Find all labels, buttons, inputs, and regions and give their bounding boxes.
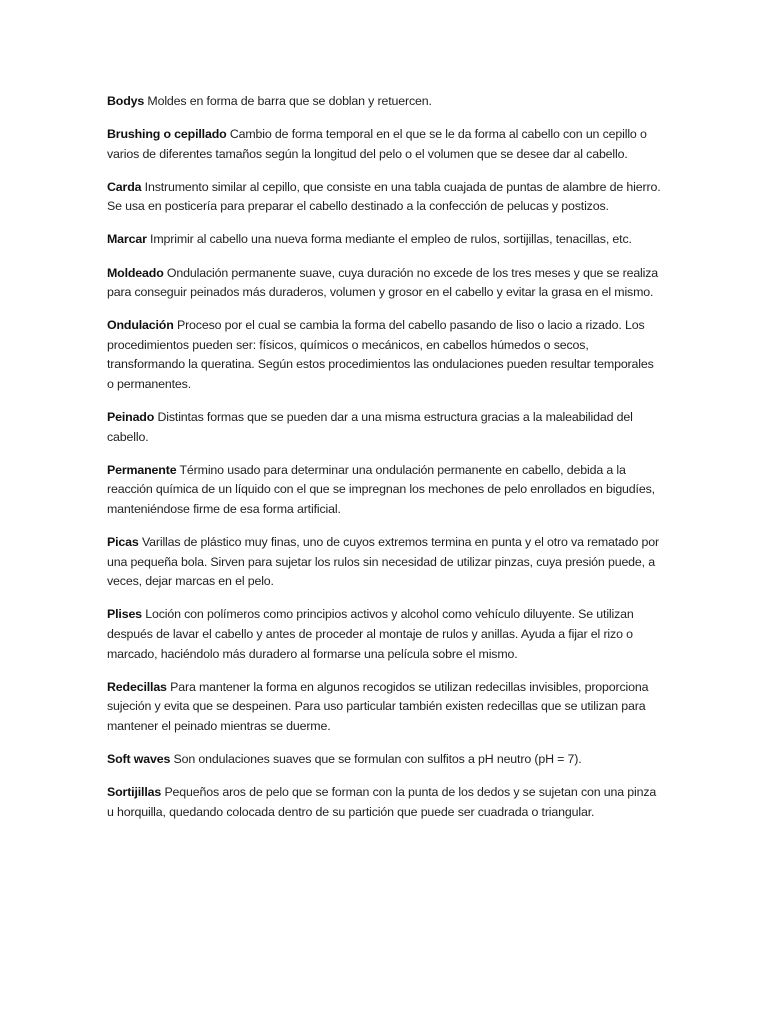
glossary-entry-redecillas [107, 678, 663, 737]
definition: Para mantener la forma en algunos recogidos se utilizan redecillas invisibles, proporciona sujeción y evita que se despeinen. Para uso particular también existen redecillas que se utilizan para mantener el peinado mientras se duerme. [107, 679, 649, 733]
glossary-entry-carda [107, 178, 663, 217]
glossary-entry-permanente [107, 461, 663, 520]
glossary-entry-brushing [107, 125, 663, 164]
term: Permanente [107, 462, 177, 477]
term: Bodys [107, 94, 145, 108]
term: Sortijillas [107, 785, 162, 800]
glossary-entry-ondulacion [107, 316, 663, 394]
glossary-entry-picas [107, 533, 663, 592]
definition: Ondulación permanente suave, cuya duración no excede de los tres meses y que se realiza para conseguir peinados más duraderos, volumen y grosor en el cabello y evitar la grasa en el mismo. [107, 265, 659, 300]
term: Carda [107, 179, 142, 194]
definition: Instrumento similar al cepillo, que consiste en una tabla cuajada de puntas de alambre de hierro. Se usa en posticería para preparar el cabello destinado a la confección de pelucas y postizos. [107, 179, 661, 214]
glossary-entry-bodys [107, 92, 663, 112]
glossary-entry-moldeado [107, 264, 663, 303]
definition: Proceso por el cual se cambia la forma del cabello pasando de liso o lacio a rizado. Los procedimientos pueden ser: físicos, químicos o mecánicos, en cabellos húmedos o secos, transformando la queratina. Según estos procedimientos las ondulaciones pueden resultar temporales o permanentes. [107, 318, 654, 392]
glossary-entry-soft-waves [107, 750, 663, 770]
term: Soft waves [107, 751, 171, 766]
glossary-entry-sortijillas [107, 783, 663, 822]
term: Brushing o cepillado [107, 127, 227, 142]
term: Peinado [107, 410, 155, 425]
term: Plises [107, 607, 142, 622]
term: Moldeado [107, 265, 164, 280]
term: Marcar [107, 232, 147, 247]
glossary-entry-plises [107, 605, 663, 664]
definition: Término usado para determinar una ondulación permanente en cabello, debida a la reacción química de un líquido con el que se impregnan los mechones de pelo enrollados en bigudíes, manteniéndose firme de esa forma artificial. [107, 462, 655, 516]
definition: Imprimir al cabello una nueva forma mediante el empleo de rulos, sortijillas, tenacillas, etc. [150, 232, 632, 247]
term: Ondulación [107, 318, 174, 333]
definition: Cambio de forma temporal en el que se le da forma al cabello con un cepillo o varios de diferentes tamaños según la longitud del pelo o el volumen que se desee dar al cabello. [107, 127, 647, 161]
definition: Moldes en forma de barra que se doblan y retuercen. [147, 94, 432, 108]
definition: Loción con polímeros como principios activos y alcohol como vehículo diluyente. Se utilizan después de lavar el cabello y antes de proceder al montaje de rulos y anillas. Ayuda a fijar el rizo o marcado, haciéndolo más duradero al formarse una película sobre el mismo. [107, 607, 634, 661]
definition: Varillas de plástico muy finas, uno de cuyos extremos termina en punta y el otro va rematado por una pequeña bola. Sirven para sujetar los rulos sin necesidad de utilizar pinzas, cuya presión puede, a veces, dejar marcas en el pelo. [107, 535, 659, 589]
term: Redecillas [107, 679, 167, 694]
glossary-entry-marcar [107, 230, 663, 250]
definition: Son ondulaciones suaves que se formulan con sulfitos a pH neutro (pH = 7). [173, 751, 582, 766]
glossary-entry-peinado [107, 408, 663, 447]
term: Picas [107, 535, 139, 550]
definition: Distintas formas que se pueden dar a una misma estructura gracias a la maleabilidad del cabello. [107, 410, 633, 444]
definition: Pequeños aros de pelo que se forman con la punta de los dedos y se sujetan con una pinza u horquilla, quedando colocada dentro de su partición que puede ser cuadrada o triangular. [107, 785, 657, 819]
glossary [107, 92, 663, 836]
